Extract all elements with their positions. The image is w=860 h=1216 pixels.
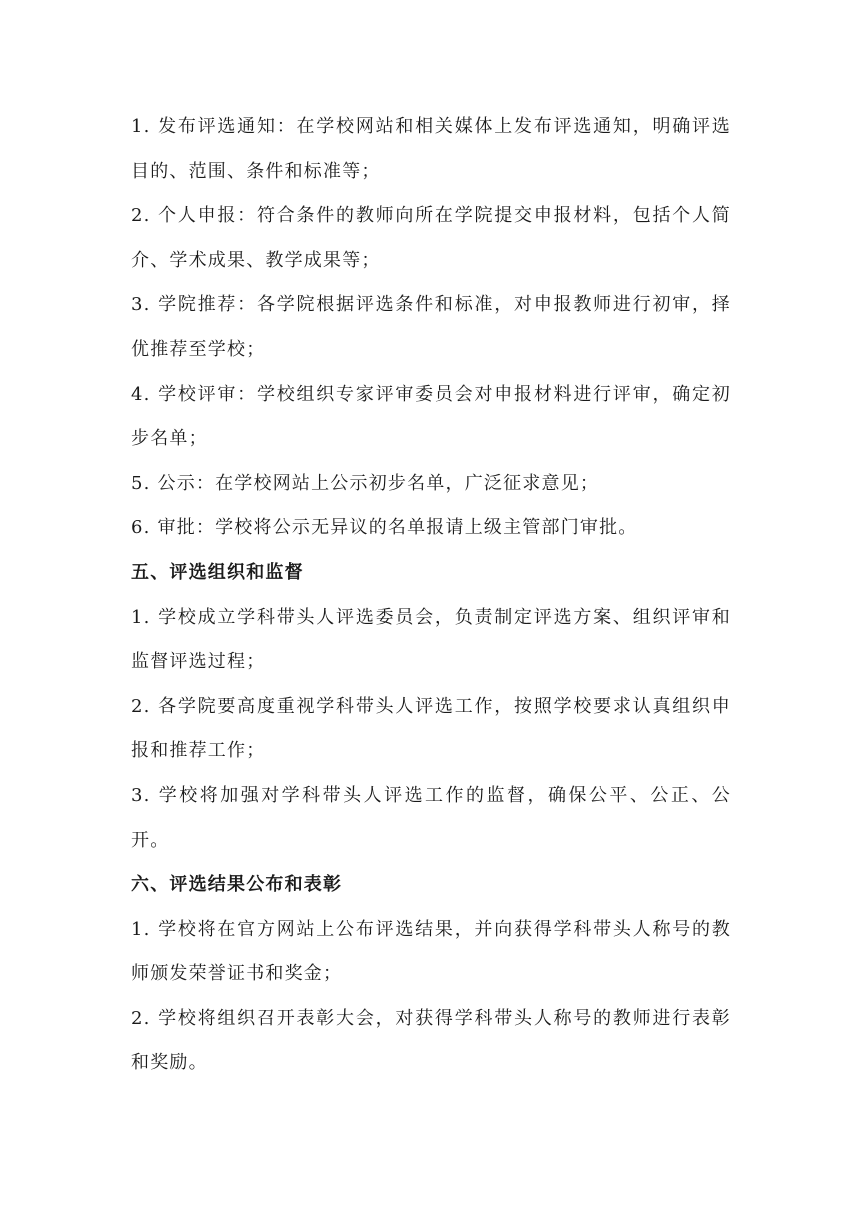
section5-item-3: 3. 学校将加强对学科带头人评选工作的监督，确保公平、公正、公开。 <box>131 784 731 851</box>
section6-heading: 六、评选结果公布和表彰 <box>131 874 343 896</box>
section6-item-1: 1. 学校将在官方网站上公布评选结果，并向获得学科带头人称号的教师颁发荣誉证书和奖金； <box>131 918 731 985</box>
procedure-item-6: 6. 审批：学校将公示无异议的名单报请上级主管部门审批。 <box>131 517 638 539</box>
section6-item-2: 2. 学校将组织召开表彰大会，对获得学科带头人称号的教师进行表彰和奖励。 <box>131 1007 731 1074</box>
procedure-item-4: 4. 学校评审：学校组织专家评审委员会对申报材料进行评审，确定初步名单； <box>131 383 731 450</box>
section5-heading: 五、评选组织和监督 <box>131 561 304 583</box>
section5-item-2: 2. 各学院要高度重视学科带头人评选工作，按照学校要求认真组织申报和推荐工作； <box>131 695 731 762</box>
procedure-item-3: 3. 学院推荐：各学院根据评选条件和标准，对申报教师进行初审，择优推荐至学校； <box>131 294 731 360</box>
procedure-item-5: 5. 公示：在学校网站上公示初步名单，广泛征求意见； <box>131 472 600 494</box>
procedure-item-1: 1. 发布评选通知：在学校网站和相关媒体上发布评选通知，明确评选目的、范围、条件和标准等； <box>131 116 731 182</box>
document-page <box>131 105 731 1086</box>
section5-item-1: 1. 学校成立学科带头人评选委员会，负责制定评选方案、组织评审和监督评选过程； <box>131 606 731 673</box>
procedure-item-2: 2. 个人申报：符合条件的教师向所在学院提交申报材料，包括个人简介、学术成果、教学成果等； <box>131 205 731 271</box>
